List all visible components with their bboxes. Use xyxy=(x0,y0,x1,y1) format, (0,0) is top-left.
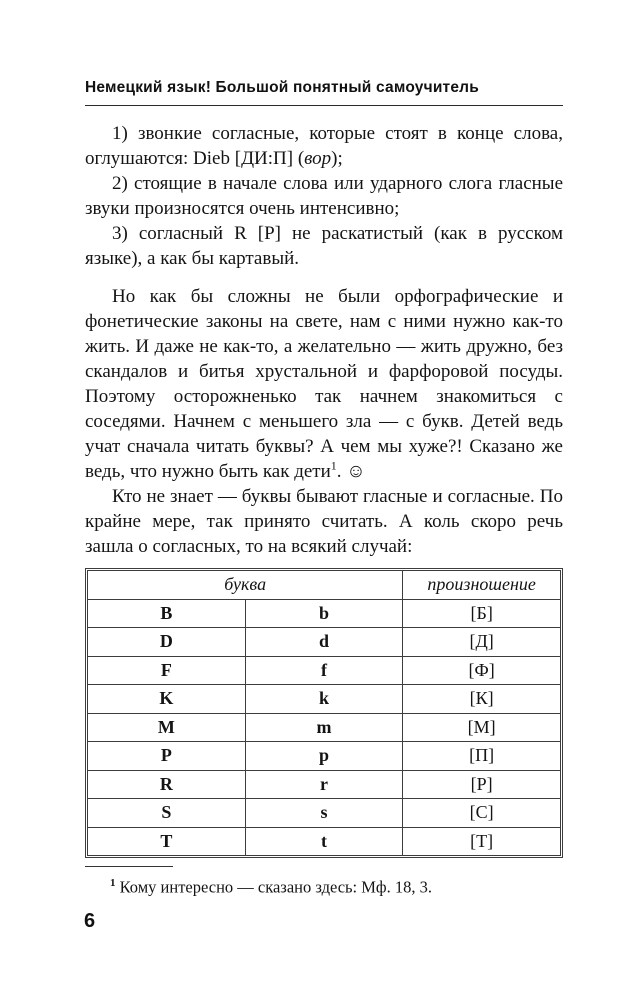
footnote-reference: 1 xyxy=(330,458,337,473)
cell-lowercase: b xyxy=(245,599,403,628)
footnote xyxy=(85,873,563,898)
cell-uppercase: M xyxy=(88,713,246,742)
cell-lowercase: s xyxy=(245,799,403,828)
cell-lowercase: k xyxy=(245,685,403,714)
cell-pronunciation: [Р] xyxy=(403,770,561,799)
table-row xyxy=(88,685,561,714)
table-header-row xyxy=(88,571,561,600)
footnote-rule xyxy=(85,866,173,867)
footnote-marker: 1 xyxy=(110,877,116,889)
paragraph-main-tail: . xyxy=(336,461,347,482)
list-item-1-tail: ); xyxy=(331,148,343,169)
cell-lowercase: p xyxy=(245,742,403,771)
table-row xyxy=(88,799,561,828)
page-content xyxy=(85,78,563,858)
cell-uppercase: F xyxy=(88,656,246,685)
table-row xyxy=(88,827,561,856)
letters-table-frame xyxy=(85,568,563,858)
table-row xyxy=(88,742,561,771)
cell-pronunciation: [Б] xyxy=(403,599,561,628)
cell-uppercase: S xyxy=(88,799,246,828)
list-item-2 xyxy=(85,171,563,221)
letters-table-body xyxy=(88,599,561,856)
page-number: 6 xyxy=(84,910,96,932)
cell-lowercase: r xyxy=(245,770,403,799)
list-item-1-text: 1) звонкие согласные, которые стоят в конце слова, оглушаются: Dieb [ДИ:П] ( xyxy=(85,123,563,169)
table-row xyxy=(88,656,561,685)
letters-table-head xyxy=(88,571,561,600)
cell-pronunciation: [П] xyxy=(403,742,561,771)
cell-uppercase: B xyxy=(88,599,246,628)
cell-uppercase: K xyxy=(88,685,246,714)
cell-pronunciation: [Т] xyxy=(403,827,561,856)
cell-pronunciation: [С] xyxy=(403,799,561,828)
cell-uppercase: D xyxy=(88,628,246,657)
footnote-text: Кому интересно — сказано здесь: Мф. 18, 3. xyxy=(115,877,432,897)
cell-pronunciation: [Ф] xyxy=(403,656,561,685)
cell-lowercase: t xyxy=(245,827,403,856)
cell-pronunciation: [К] xyxy=(403,685,561,714)
cell-uppercase: R xyxy=(88,770,246,799)
paragraph-main-text: Но как бы сложны не были орфографические и фонетические законы на свете, нам с ними нужно как-то жить. И даже не как-то, а желательно — жить дружно, без скандалов и битья хрустальной и фарфоровой посуды. Поэтому осторожненько так начнем знакомиться с соседями. Начнем с меньшего зла — с букв. Детей ведь учат сначала читать буквы? А чем мы хуже?! Сказано же ведь, что нужно быть как дети xyxy=(85,286,563,482)
running-head-rule xyxy=(85,105,563,106)
list-item-1 xyxy=(85,121,563,171)
table-row xyxy=(88,628,561,657)
cell-lowercase: d xyxy=(245,628,403,657)
smiley-icon: ☺ xyxy=(346,461,366,482)
cell-uppercase: T xyxy=(88,827,246,856)
letters-table xyxy=(87,570,561,856)
footnote-block xyxy=(85,866,563,898)
table-row xyxy=(88,770,561,799)
cell-lowercase: m xyxy=(245,713,403,742)
cell-pronunciation: [Д] xyxy=(403,628,561,657)
list-item-3 xyxy=(85,221,563,271)
table-row xyxy=(88,713,561,742)
list-item-2-text: 2) стоящие в начале слова или ударного слога гласные звуки произносятся очень интенсивно; xyxy=(85,173,563,219)
paragraph-letters-intro: Кто не знает — буквы бывают гласные и согласные. По крайне мере, так принято считать. А коль скоро речь зашла о согласных, то на всякий случай: xyxy=(85,486,563,557)
cell-pronunciation: [М] xyxy=(403,713,561,742)
list-item-1-italic: вор xyxy=(304,148,332,169)
paragraph-main xyxy=(85,284,563,484)
table-row xyxy=(88,599,561,628)
table-header-pronunciation: произношение xyxy=(403,571,561,600)
list-item-3-text: 3) согласный R [Р] не раскатистый (как в русском языке), а как бы картавый. xyxy=(85,223,563,269)
cell-lowercase: f xyxy=(245,656,403,685)
table-header-letter: буква xyxy=(88,571,403,600)
cell-uppercase: P xyxy=(88,742,246,771)
running-head: Немецкий язык! Большой понятный самоучитель xyxy=(85,79,479,96)
